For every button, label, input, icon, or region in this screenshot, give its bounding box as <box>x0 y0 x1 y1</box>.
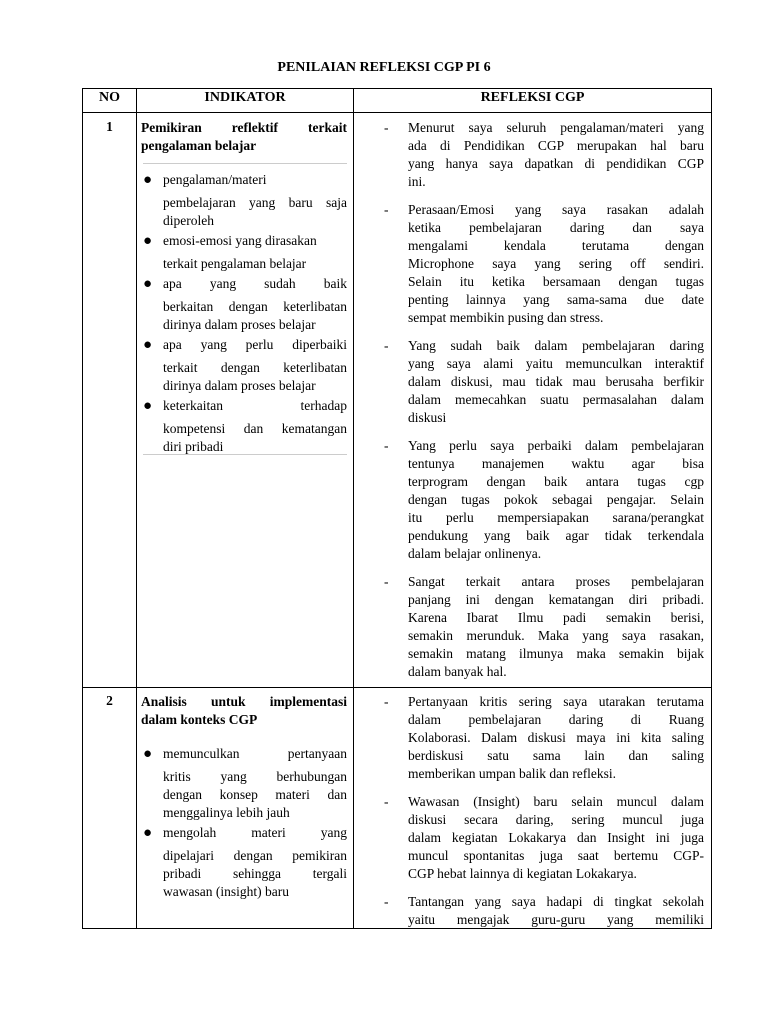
reflection-line: dalam belajar onlinenya. <box>408 546 542 561</box>
dash-marker: - <box>384 338 389 353</box>
bullet-item <box>143 397 347 456</box>
reflection-table <box>82 88 712 929</box>
bullet-line: berkaitan dengan keterlibatan <box>163 299 347 314</box>
bullet-line: emosi-emosi yang dirasakan <box>163 233 317 248</box>
bullet-dot-icon: ● <box>143 172 153 188</box>
bullet-line: dipelajari dengan pemikiran <box>163 848 347 863</box>
reflection-line: yang saya alami yaitu memunculkan interaktif <box>408 356 704 371</box>
bullet-line: diperoleh <box>163 213 214 228</box>
indicator-title-line: dalam konteks CGP <box>141 712 258 727</box>
indicator-bullets <box>143 171 347 456</box>
bullet-line: diri pribadi <box>163 439 224 454</box>
bullet-dot-icon: ● <box>143 746 153 762</box>
row-number: 1 <box>106 119 113 134</box>
header-indikator: INDIKATOR <box>204 90 286 105</box>
reflection-line: dalam diskusi, mau tidak mau berusaha berfikir <box>408 374 704 389</box>
reflection-item <box>384 337 704 427</box>
bullet-line: terkait dengan keterlibatan <box>163 360 347 375</box>
bullet-item <box>143 745 347 822</box>
reflection-line: Kolaborasi. Dalam diskusi maya ini kita saling <box>408 730 704 745</box>
bullet-item <box>143 824 347 901</box>
document-title: PENILAIAN REFLEKSI CGP PI 6 <box>277 60 491 75</box>
reflection-line: Sangat terkait antara proses pembelajaran <box>408 574 704 589</box>
bullet-line: mengolah materi yang <box>163 825 347 840</box>
bullet-line: pribadi sehingga tergali <box>163 866 347 881</box>
reflection-line: Wawasan (Insight) baru selain muncul dalam <box>408 794 704 809</box>
bullet-line: kompetensi dan kematangan <box>163 421 347 436</box>
reflection-line: dengan tugas pokok sebagai pengajar. Selain <box>408 492 704 507</box>
row-divider <box>83 112 711 113</box>
bullet-dot-icon: ● <box>143 398 153 414</box>
reflection-item <box>384 793 704 883</box>
reflection-line: dalam kegiatan Lokakarya dan Insight ini juga <box>408 830 704 845</box>
reflection-line: sempat membikin pusing dan stress. <box>408 310 604 325</box>
reflection-line: Selain itu ketika bersamaan dengan tugas <box>408 274 704 289</box>
reflection-list <box>384 693 704 929</box>
reflection-line: berdiskusi satu sama lain dan saling <box>408 748 704 763</box>
bullet-line: pembelajaran yang baru saja <box>163 195 347 210</box>
bullet-item <box>143 336 347 395</box>
reflection-line: penting lainnya yang sama-sama due date <box>408 292 704 307</box>
bullet-line: dirinya dalam proses belajar <box>163 317 316 332</box>
column-divider <box>353 89 354 928</box>
bullet-dot-icon: ● <box>143 825 153 841</box>
reflection-line: ada di Pendidikan CGP merupakan hal baru <box>408 138 704 153</box>
reflection-line: Perasaan/Emosi yang saya rasakan adalah <box>408 202 704 217</box>
reflection-line: diskusi <box>408 410 447 425</box>
reflection-line: pendukung yang baik agar tidak terkendala <box>408 528 704 543</box>
header-refleksi: REFLEKSI CGP <box>480 90 585 105</box>
dash-marker: - <box>384 694 389 709</box>
bullet-line: kritis yang berhubungan <box>163 769 347 784</box>
dash-marker: - <box>384 438 389 453</box>
reflection-line: ini. <box>408 174 426 189</box>
reflection-line: dalam banyak hal. <box>408 664 507 679</box>
reflection-line: yang hanya saya dapatkan di pendidikan CGP <box>408 156 704 171</box>
bullet-line: apa yang sudah baik <box>163 276 347 291</box>
reflection-line: diskusi secara daring, sering muncul juga <box>408 812 704 827</box>
column-divider <box>136 89 137 928</box>
indicator-title-line: pengalaman belajar <box>141 138 257 153</box>
bullet-dot-icon: ● <box>143 337 153 353</box>
indicator-title <box>141 119 347 155</box>
dash-marker: - <box>384 794 389 809</box>
dash-marker: - <box>384 894 389 909</box>
reflection-line: ketika pembelajaran daring dan saya <box>408 220 704 235</box>
dash-marker: - <box>384 120 389 135</box>
bullet-line: memunculkan pertanyaan <box>163 746 347 761</box>
bullet-dot-icon: ● <box>143 276 153 292</box>
bullet-line: keterkaitan terhadap <box>163 398 347 413</box>
bullet-line: wawasan (insight) baru <box>163 884 289 899</box>
reflection-item <box>384 119 704 191</box>
bullet-item <box>143 232 347 273</box>
reflection-line: Microphone saya yang sering off sendiri. <box>408 256 704 271</box>
dash-marker: - <box>384 574 389 589</box>
reflection-item <box>384 201 704 327</box>
reflection-line: yaitu mengajak guru-guru yang memiliki <box>408 912 704 927</box>
reflection-line: dalam memecahkan suatu permasalahan dalam <box>408 392 704 407</box>
reflection-line: muncul spontanitas juga saat bertemu CGP- <box>408 848 704 863</box>
reflection-line: CGP hebat lainnya di kegiatan Lokakarya. <box>408 866 637 881</box>
reflection-line: Tantangan yang saya hadapi di tingkat sekolah <box>408 894 704 909</box>
reflection-line: Karena Ibarat Ilmu padi semakin berisi, <box>408 610 704 625</box>
reflection-item <box>384 693 704 783</box>
reflection-line: Pertanyaan kritis sering saya utarakan terutama <box>408 694 704 709</box>
bullet-line: dirinya dalam proses belajar <box>163 378 316 393</box>
bullet-line: apa yang perlu diperbaiki <box>163 337 347 352</box>
dash-marker: - <box>384 202 389 217</box>
reflection-line: semakin merunduk. Maka yang saya rasakan, <box>408 628 704 643</box>
indicator-title-line: Analisis untuk implementasi <box>141 694 347 709</box>
bullet-line: menggalinya lebih jauh <box>163 805 290 820</box>
bullet-line: terkait pengalaman belajar <box>163 256 307 271</box>
reflection-line: terprogram dengan baik antara tugas cgp <box>408 474 704 489</box>
reflection-line: panjang ini dengan kematangan diri pribadi. <box>408 592 704 607</box>
reflection-line: tentunya manajemen waktu agar bisa <box>408 456 704 471</box>
indicator-title-line: Pemikiran reflektif terkait <box>141 120 347 135</box>
reflection-list <box>384 119 704 691</box>
indicator-title <box>141 693 347 729</box>
bullet-item <box>143 171 347 230</box>
bullet-line: pengalaman/materi <box>163 172 267 187</box>
reflection-line: Yang perlu saya perbaiki dalam pembelajaran <box>408 438 704 453</box>
bullet-item <box>143 275 347 334</box>
reflection-item <box>384 573 704 681</box>
reflection-line: semakin matang ilmunya maka semakin bijak <box>408 646 704 661</box>
reflection-line: Menurut saya seluruh pengalaman/materi yang <box>408 120 704 135</box>
bullet-dot-icon: ● <box>143 233 153 249</box>
reflection-item <box>384 893 704 929</box>
row-number: 2 <box>106 693 113 708</box>
reflection-line: Yang sudah baik dalam pembelajaran daring <box>408 338 704 353</box>
reflection-line: mengalami kendala terutama dengan <box>408 238 704 253</box>
bullet-line: dengan konsep materi dan <box>163 787 347 802</box>
header-no: NO <box>99 90 120 105</box>
indicator-bullets <box>143 745 347 901</box>
reflection-line: itu perlu mempersiapakan sarana/perangkat <box>408 510 704 525</box>
reflection-item <box>384 437 704 563</box>
reflection-line: dalam pembelajaran daring di Ruang <box>408 712 704 727</box>
reflection-line: memberikan umpan balik dan refleksi. <box>408 766 617 781</box>
